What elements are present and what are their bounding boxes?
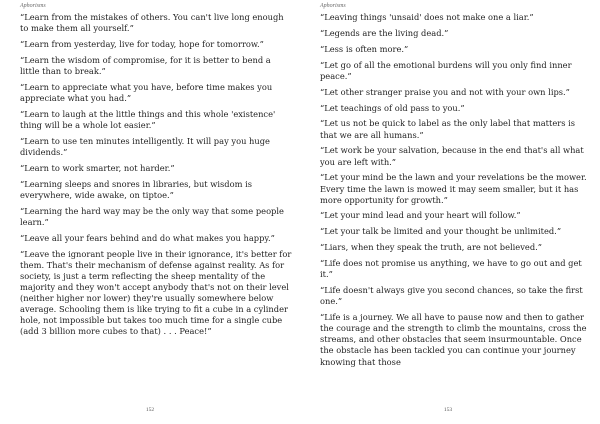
- quote-item: “Life doesn't always give you second chances, so take the first one.”: [320, 285, 583, 307]
- quote-item: “Less is often more.”: [320, 43, 409, 54]
- quote-item: “Let work be your salvation, because in the end that's all what you are left with.”: [320, 145, 584, 167]
- quote-item: “Learning the hard way may be the only way that some people learn.”: [20, 205, 284, 227]
- quote-item: “Legends are the living dead.”: [320, 27, 449, 38]
- quote-item: “Learn to use ten minutes intelligently. It will pay you huge dividends.”: [20, 135, 270, 157]
- quote-item: “Let us not be quick to label as the only label that matters is that we are all humans.”: [320, 118, 575, 140]
- quote-item: “Life does not promise us anything, we have to go out and get it.”: [320, 258, 582, 280]
- quote-item: “Leave the ignorant people live in their ignorance, it's better for them. That's their mechanism of defense against reality. As for society, is just a term reflecting the sheep mentality of the majority and they won't accept anybody that's not on their level (neither higher nor lower) they're usually somewhere below average. Schooling them is like trying to fit a cube in a cylinder hole, not impossible but takes too much time for a single cube (add 3 billion more cubes to that) . . . Peace!”: [20, 248, 292, 337]
- running-head: Aphorisms: [20, 3, 46, 9]
- quote-item: “Leave all your fears behind and do what makes you happy.”: [20, 232, 275, 243]
- quote-item: “Leaving things 'unsaid' does not make one a liar.”: [320, 12, 534, 22]
- quote-item: “Life is a journey. We all have to pause now and then to gather the courage and the strength to climb the mountains, cross the streams, and other obstacles that seem insurmountable. Once the obstacle has been tackled you can continue your journey knowing that those: [320, 312, 587, 367]
- running-head: Aphorisms: [320, 3, 346, 9]
- quote-item: “Learn from the mistakes of others. You can't live long enough to make them all yourself.”: [20, 12, 284, 34]
- page-number: 153: [443, 407, 453, 413]
- quote-item: “Let your mind be the lawn and your revelations be the mower. Every time the lawn is mowed it may seem smaller, but it has more opportunity for growth.”: [320, 172, 587, 205]
- quote-item: “Liars, when they speak the truth, are not believed.”: [320, 242, 543, 253]
- quote-list: [320, 12, 592, 372]
- quote-item: “Let teachings of old pass to you.”: [320, 102, 465, 113]
- quote-item: “Learning sleeps and snores in libraries, but wisdom is everywhere, wide awake, on tiptoe.”: [20, 178, 252, 200]
- quote-item: “Learn from yesterday, live for today, hope for tomorrow.”: [20, 38, 264, 49]
- quote-item: “Learn the wisdom of compromise, for it is better to bend a little than to break.”: [20, 54, 271, 76]
- right-page: [300, 0, 600, 424]
- quote-item: “Let your mind lead and your heart will follow.”: [320, 210, 521, 221]
- quote-item: “Let your talk be limited and your thought be unlimited.”: [320, 226, 562, 237]
- page-number: 152: [145, 407, 155, 413]
- quote-list: [20, 12, 292, 342]
- quote-item: “Let go of all the emotional burdens will you only find inner peace.”: [320, 59, 572, 81]
- quote-item: “Learn to laugh at the little things and this whole 'existence' thing will be a whole lot easier.”: [20, 108, 276, 130]
- quote-item: “Let other stranger praise you and not with your own lips.”: [320, 86, 570, 97]
- quote-item: “Learn to work smarter, not harder.”: [20, 162, 175, 173]
- quote-item: “Learn to appreciate what you have, before time makes you appreciate what you had.”: [20, 81, 273, 103]
